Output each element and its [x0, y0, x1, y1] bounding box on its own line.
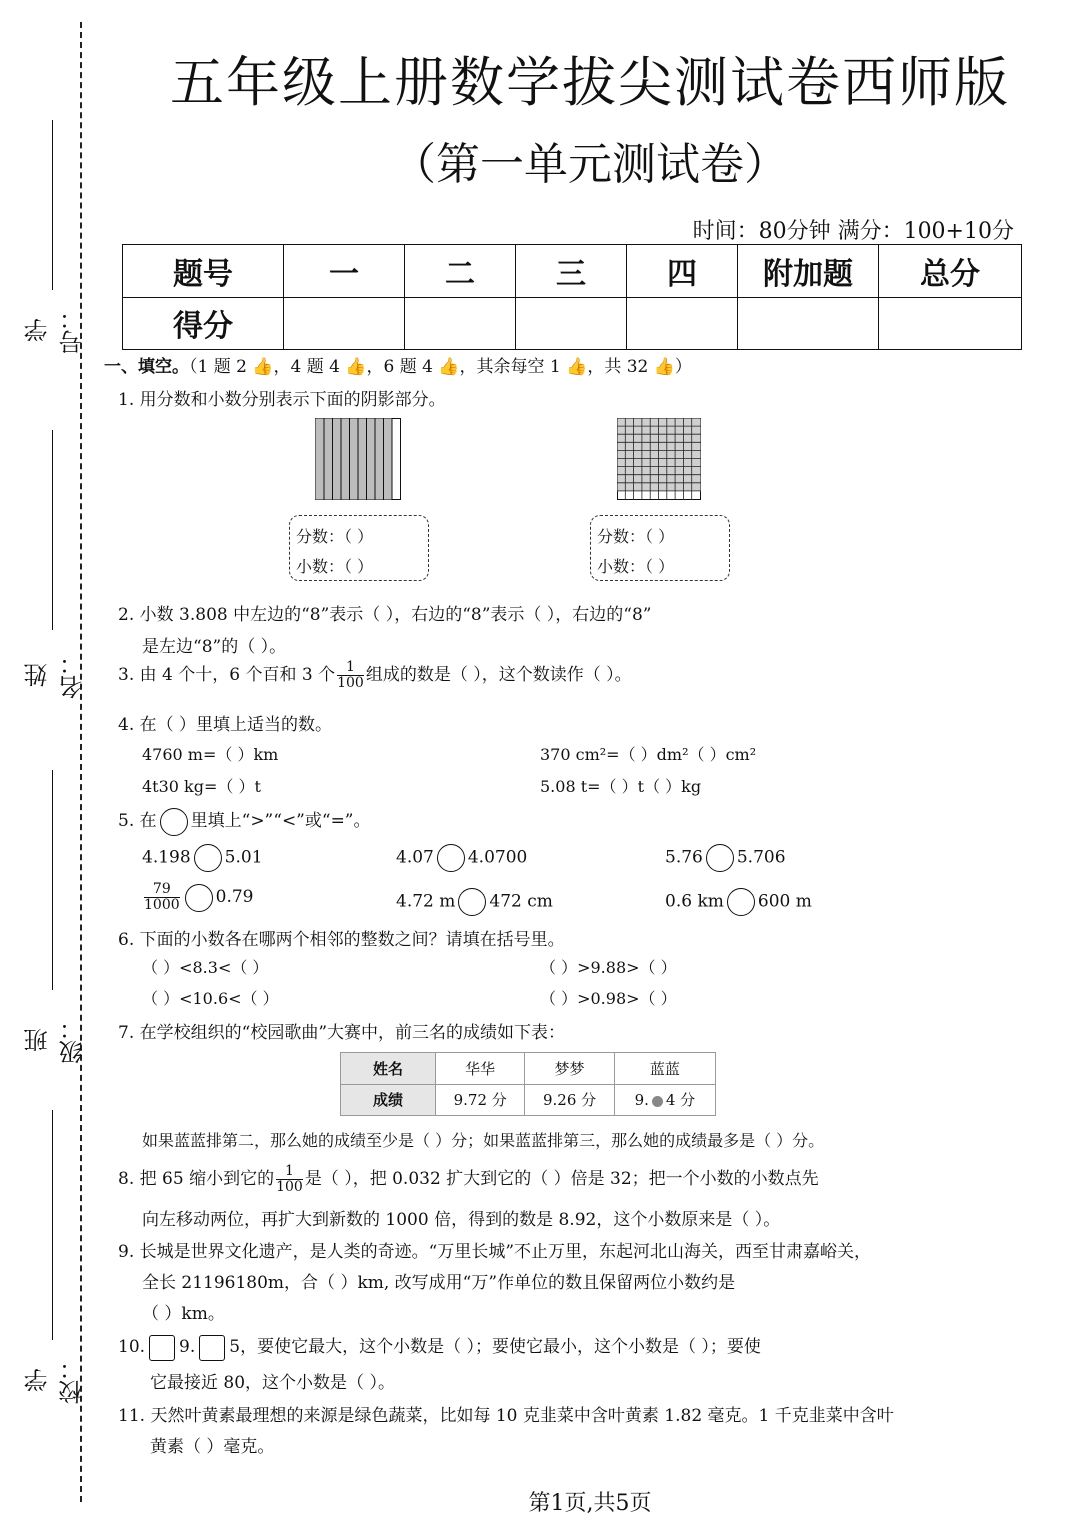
page-footer: 第1页,共5页: [528, 1491, 652, 1516]
q5-right: 4.0700: [467, 847, 528, 868]
student-id-label: 学号：: [24, 306, 87, 354]
q5-right: 472 cm: [489, 891, 553, 912]
table-cell: 9.26 分: [525, 1084, 614, 1116]
table-cell: 蓝蓝: [614, 1053, 715, 1085]
section-note: （1 题 2 👍，4 题 4 👍，6 题 4 👍，其余每空 1 👍，共 32 👍）: [189, 357, 692, 377]
score-row-label: 得分: [123, 297, 284, 350]
question-6: 6. 下面的小数各在哪两个相邻的整数之间？请填在括号里。: [118, 930, 565, 950]
id-fill-line: [52, 120, 53, 290]
q4-c: 4t30 kg=（ ）t: [142, 777, 261, 796]
decimal-blank[interactable]: 小数：（ ）: [296, 557, 374, 576]
question-4: 4. 在（ ）里填上适当的数。: [118, 715, 333, 735]
decimal-blank[interactable]: 小数：（ ）: [597, 557, 675, 576]
q10-mid: 9.: [179, 1337, 196, 1357]
answer-box-grid: [590, 515, 730, 581]
fraction: [337, 660, 364, 691]
score-cell[interactable]: [738, 297, 879, 350]
table-cell: 梦梦: [525, 1053, 614, 1085]
question-9-line2: 全长 21196180m，合（ ）km, 改写成用“万”作单位的数且保留两位小数约是: [142, 1273, 736, 1293]
score-table: [122, 244, 1022, 350]
score-cell[interactable]: [516, 297, 627, 350]
q4-d: 5.08 t=（ ）t（ ）kg: [540, 777, 702, 796]
scores-table: [340, 1052, 716, 1116]
score-header: 三: [516, 245, 627, 298]
q5-right: 0.79: [215, 887, 254, 907]
page-subtitle: （第一单元测试卷）: [392, 139, 788, 190]
question-9-line1: 9. 长城是世界文化遗产，是人类的奇迹。“万里长城”不止万里，东起河北山海关，西至甘肃嘉峪关，: [118, 1242, 872, 1262]
score-header: 附加题: [738, 245, 879, 298]
score-cell[interactable]: [284, 297, 405, 350]
question-11-line2: 黄素（ ）毫克。: [150, 1437, 275, 1457]
compare-circle-icon: [160, 808, 188, 836]
q5-item: [142, 844, 263, 872]
question-3: [118, 660, 632, 691]
frac-num: 1: [284, 1163, 294, 1179]
hidden-digit-icon: [652, 1096, 663, 1107]
q5-left: 5.76: [665, 847, 703, 868]
section-title: 一、填空。: [104, 357, 189, 377]
q5-right: 5.01: [224, 847, 263, 868]
compare-circle[interactable]: [727, 888, 755, 916]
page-title: 五年级上册数学拔尖测试卷西师版: [170, 51, 1010, 114]
frac-den: 1000: [144, 897, 180, 913]
compare-circle[interactable]: [706, 844, 734, 872]
digit-box[interactable]: [199, 1335, 225, 1361]
compare-circle[interactable]: [185, 884, 213, 912]
q5-left: 4.07: [396, 847, 434, 868]
q6-c: （ ）<10.6<（ ）: [142, 989, 279, 1008]
fraction-blank[interactable]: 分数：（ ）: [597, 527, 675, 546]
q8-post: 是（ ），把 0.032 扩大到它的（ ）倍是 32；把一个小数的小数点先: [304, 1169, 819, 1189]
table-cell: 华华: [436, 1053, 525, 1085]
exam-meta: 时间：80分钟 满分：100+10分: [692, 219, 1014, 244]
compare-circle[interactable]: [458, 888, 486, 916]
question-2-line2: 是左边“8”的（ ）。: [142, 637, 287, 657]
score-header: 总分: [879, 245, 1022, 298]
question-10-line2: 它最接近 80，这个小数是（ ）。: [150, 1373, 395, 1393]
strip-figure: [315, 418, 401, 500]
score-pre: 9.: [634, 1091, 649, 1110]
section-heading: [104, 352, 692, 377]
fraction: [276, 1164, 303, 1195]
score-header: 四: [627, 245, 738, 298]
answer-box-strip: [289, 515, 429, 581]
question-9-line3: （ ）km。: [142, 1304, 225, 1324]
question-7: 7. 在学校组织的“校园歌曲”大赛中，前三名的成绩如下表：: [118, 1023, 566, 1043]
fraction-blank[interactable]: 分数：（ ）: [296, 527, 374, 546]
q5-right: 600 m: [757, 891, 812, 912]
table-cell: 9.72 分: [436, 1084, 525, 1116]
frac-den: 100: [337, 675, 364, 691]
question-10: [118, 1332, 761, 1361]
fraction: [144, 882, 180, 913]
q5-left: 4.72 m: [396, 891, 456, 912]
class-fill-line: [52, 770, 53, 990]
q10-post: 5，要使它最大，这个小数是（ ）；要使它最小，这个小数是（ ）；要使: [229, 1337, 761, 1357]
digit-box[interactable]: [149, 1335, 175, 1361]
strip-shaded: [316, 418, 393, 500]
q5-item: [142, 882, 254, 913]
question-11-line1: 11. 天然叶黄素最理想的来源是绿色蔬菜，比如每 10 克韭菜中含叶黄素 1.82 毫克。1 千克韭菜中含叶: [118, 1406, 894, 1426]
question-1: 1. 用分数和小数分别表示下面的阴影部分。: [118, 390, 446, 410]
q4-b: 370 cm²=（ ）dm²（ ）cm²: [540, 745, 757, 764]
q5-item: [396, 844, 527, 872]
frac-num: 1: [346, 659, 355, 675]
q5-right: 5.706: [736, 847, 786, 868]
q5-left: 0.6 km: [665, 891, 724, 912]
question-8: [118, 1164, 819, 1195]
cut-line: [80, 22, 82, 1502]
q7-followup: 如果蓝蓝排第二，那么她的成绩至少是（ ）分；如果蓝蓝排第三，那么她的成绩最多是（ ）分。: [142, 1131, 825, 1150]
q4-a: 4760 m=（ ）km: [142, 745, 279, 764]
score-header: 题号: [123, 245, 284, 298]
q5-pre: 5. 在: [118, 811, 157, 831]
question-5: [118, 806, 371, 836]
school-fill-line: [52, 1110, 53, 1340]
table-cell: [614, 1084, 715, 1116]
table-header: 成绩: [341, 1084, 436, 1116]
score-header: 二: [405, 245, 516, 298]
grid-figure: [617, 418, 701, 500]
score-header: 一: [284, 245, 405, 298]
score-post: 4 分: [665, 1091, 696, 1110]
q6-a: （ ）<8.3<（ ）: [142, 958, 269, 977]
table-header: 姓名: [341, 1053, 436, 1085]
name-label: 姓名：: [24, 651, 87, 699]
frac-num: 79: [152, 881, 171, 897]
school-label: 学校：: [24, 1356, 87, 1404]
q8-pre: 8. 把 65 缩小到它的: [118, 1169, 275, 1189]
compare-circle[interactable]: [194, 844, 222, 872]
q6-d: （ ）>0.98>（ ）: [540, 989, 677, 1008]
q5-item: [665, 888, 812, 916]
question-8-line2: 向左移动两位，再扩大到新数的 1000 倍，得到的数是 8.92，这个小数原来是（ ）。: [142, 1210, 781, 1230]
score-cell[interactable]: [879, 297, 1022, 350]
class-label: 班级：: [24, 1016, 87, 1064]
q5-left: 4.198: [142, 847, 191, 868]
q5-post: 里填上“>”“<”或“=”。: [190, 811, 371, 831]
frac-den: 100: [276, 1179, 303, 1195]
name-fill-line: [52, 430, 53, 630]
q10-pre: 10.: [118, 1337, 146, 1357]
q3-pre: 3. 由 4 个十，6 个百和 3 个: [118, 665, 336, 685]
q5-item: [396, 888, 553, 916]
q3-post: 组成的数是（ ），这个数读作（ ）。: [365, 665, 632, 685]
score-cell[interactable]: [405, 297, 516, 350]
q6-b: （ ）>9.88>（ ）: [540, 958, 677, 977]
q5-item: [665, 844, 786, 872]
score-cell[interactable]: [627, 297, 738, 350]
compare-circle[interactable]: [437, 844, 465, 872]
binding-strip: [0, 0, 100, 1527]
question-2-line1: 2. 小数 3.808 中左边的“8”表示（ ），右边的“8”表示（ ），右边的“8”: [118, 605, 652, 625]
